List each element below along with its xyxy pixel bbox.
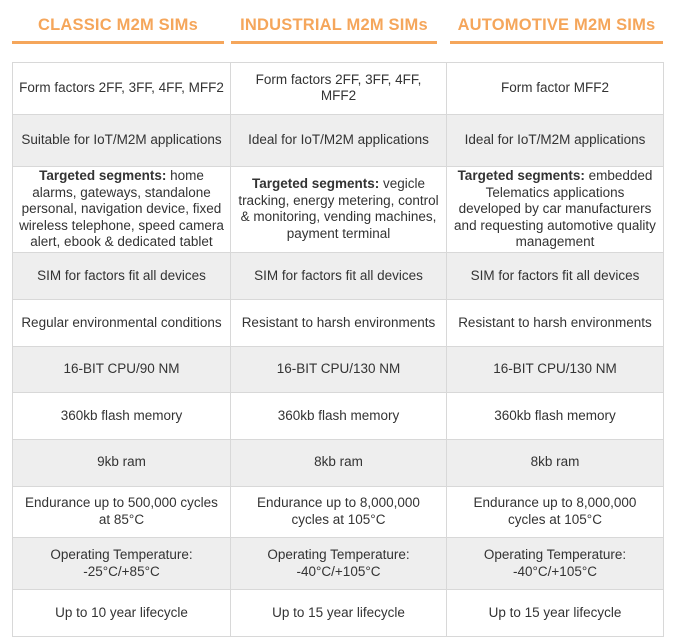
cell-text: Up to 15 year lifecycle	[272, 604, 405, 620]
table-cell	[231, 486, 447, 538]
table-cell	[231, 538, 447, 590]
table-cell	[447, 439, 664, 486]
table-cell	[447, 253, 664, 300]
cell-text: Ideal for IoT/M2M applications	[464, 132, 646, 148]
table-cell	[447, 486, 664, 538]
table-row	[13, 253, 664, 300]
table-row	[13, 166, 664, 253]
header-underline	[231, 41, 437, 44]
table-cell	[447, 590, 664, 637]
table-cell	[13, 486, 231, 538]
cell-text: SIM for factors fit all devices	[254, 267, 423, 283]
cell-text: Endurance up to 8,000,000 cycles at 105°C	[257, 495, 420, 527]
cell-text: 8kb ram	[314, 454, 363, 470]
cell-text: Regular environmental conditions	[21, 314, 222, 330]
cell-text: Form factors 2FF, 3FF, 4FF, MFF2	[19, 80, 224, 96]
table-row	[13, 393, 664, 440]
header-automotive-label: AUTOMOTIVE M2M SIMs	[457, 15, 656, 34]
cell-text: Resistant to harsh environments	[458, 314, 652, 330]
table-cell	[231, 166, 447, 253]
column-headers	[0, 0, 675, 62]
table-cell	[231, 299, 447, 346]
cell-text: Endurance up to 8,000,000 cycles at 105°C	[473, 495, 637, 527]
table-cell	[13, 439, 231, 486]
cell-text: embedded Telematics applications developed by car manufacturers and requesting automotive quality management	[454, 168, 656, 250]
table-cell	[231, 114, 447, 166]
cell-text: vegicle tracking, energy metering, control & monitoring, vending machines, payment terminal	[238, 176, 439, 241]
table-cell	[231, 346, 447, 393]
table-cell	[447, 299, 664, 346]
table-cell	[447, 346, 664, 393]
table-cell	[13, 299, 231, 346]
table-cell	[231, 63, 447, 115]
table-row	[13, 590, 664, 637]
cell-text: SIM for factors fit all devices	[470, 267, 640, 283]
cell-text: Operating Temperature: -25°C/+85°C	[50, 547, 193, 579]
table-cell	[13, 166, 231, 253]
table-cell	[231, 439, 447, 486]
table-cell	[13, 114, 231, 166]
table-cell	[447, 166, 664, 253]
segment-label: Targeted segments:	[251, 176, 380, 192]
header-industrial	[231, 0, 437, 50]
cell-text: 360kb flash memory	[494, 407, 616, 423]
cell-text: Up to 15 year lifecycle	[488, 604, 622, 620]
table-cell	[13, 538, 231, 590]
header-classic-label: CLASSIC M2M SIMs	[38, 15, 198, 34]
table-row	[13, 538, 664, 590]
table-row	[13, 299, 664, 346]
table-cell	[231, 393, 447, 440]
header-underline	[12, 41, 224, 44]
cell-text: Form factors 2FF, 3FF, 4FF, MFF2	[255, 71, 422, 104]
cell-text: 16-BIT CPU/130 NM	[276, 361, 401, 377]
table-cell	[447, 63, 664, 115]
cell-text: Operating Temperature: -40°C/+105°C	[483, 547, 627, 579]
table-cell	[447, 538, 664, 590]
table-cell	[231, 590, 447, 637]
header-industrial-label: INDUSTRIAL M2M SIMs	[240, 15, 428, 34]
cell-text: 9kb ram	[97, 454, 146, 470]
cell-text: Suitable for IoT/M2M applications	[21, 132, 222, 148]
table-row	[13, 114, 664, 166]
cell-text: 8kb ram	[530, 454, 580, 470]
table-cell	[13, 590, 231, 637]
table-cell	[13, 63, 231, 115]
segment-label: Targeted segments:	[457, 168, 585, 184]
table-row	[13, 486, 664, 538]
table-row	[13, 346, 664, 393]
comparison-table	[12, 62, 664, 637]
header-underline	[450, 41, 663, 44]
cell-text: Endurance up to 500,000 cycles at 85°C	[25, 495, 218, 527]
table-row	[13, 439, 664, 486]
header-classic	[12, 0, 224, 50]
table-cell	[447, 114, 664, 166]
cell-text: SIM for factors fit all devices	[37, 267, 206, 283]
cell-text: 360kb flash memory	[277, 407, 400, 423]
cell-text: 16-BIT CPU/90 NM	[63, 361, 180, 377]
cell-text: Operating Temperature: -40°C/+105°C	[267, 547, 410, 579]
cell-text: Ideal for IoT/M2M applications	[248, 132, 429, 148]
cell-text: Resistant to harsh environments	[241, 314, 436, 330]
cell-text: 360kb flash memory	[60, 407, 183, 423]
table-cell	[13, 253, 231, 300]
table-cell	[13, 346, 231, 393]
cell-text: home alarms, gateways, standalone personal, navigation device, fixed wireless telephone, speed camera alert, ebook & dedicated tablet	[19, 168, 224, 250]
table-cell	[447, 393, 664, 440]
comparison-table-body	[13, 63, 664, 637]
table-row	[13, 63, 664, 115]
segment-label: Targeted segments:	[39, 168, 167, 184]
cell-text: Form factor MFF2	[500, 80, 609, 96]
header-automotive	[450, 0, 663, 50]
table-cell	[13, 393, 231, 440]
table-cell	[231, 253, 447, 300]
cell-text: Up to 10 year lifecycle	[55, 604, 188, 620]
cell-text: 16-BIT CPU/130 NM	[493, 361, 617, 377]
